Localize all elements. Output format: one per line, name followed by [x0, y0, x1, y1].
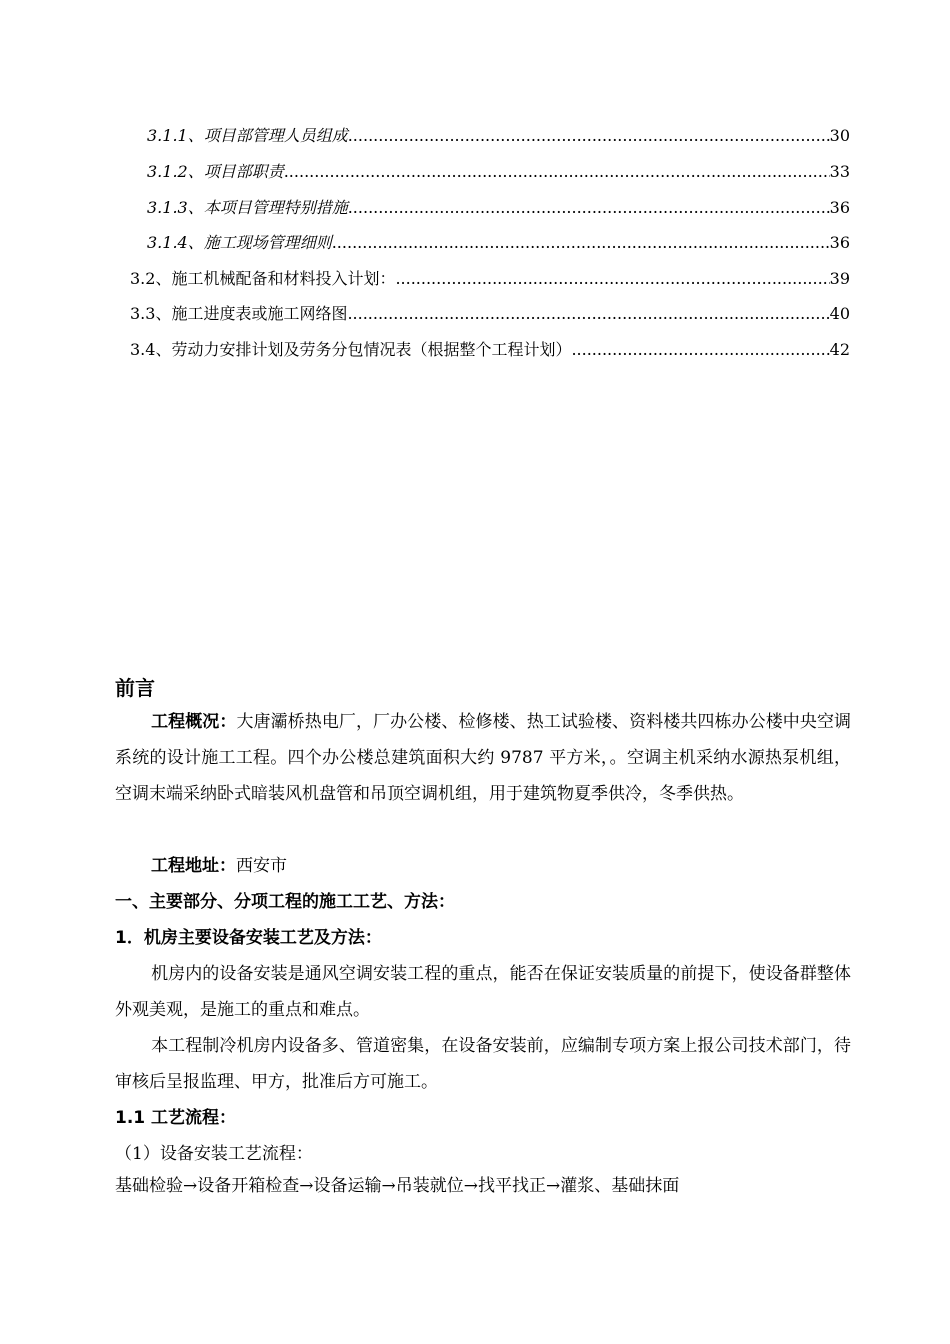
toc-leader-dots: [347, 302, 829, 326]
section-heading: 一、主要部分、分项工程的施工工艺、方法：: [115, 892, 455, 912]
toc-entry-page: 36: [829, 233, 850, 252]
toc-entry-page: 30: [829, 126, 850, 145]
address-line: [115, 848, 287, 884]
toc-leader-dots: [348, 196, 830, 220]
toc-entry-label: 3.1.1、项目部管理人员组成: [147, 126, 348, 145]
toc-entry-page: 36: [829, 198, 850, 217]
overview-text: 大唐灞桥热电厂，厂办公楼、检修楼、热工试验楼、资料楼共四栋办公楼中央空调系统的设计施工工程。四个办公楼总建筑面积大约 9787 平方米，。空调主机采纳水源热泵机组，空调末端采纳卧式暗装风机盘管和吊顶空调机组，用于建筑物夏季供冷，冬季供热。: [115, 712, 852, 804]
overview-label: 工程概况：: [151, 712, 237, 732]
body-paragraph: [115, 1028, 851, 1100]
body-paragraph: [115, 956, 851, 1028]
toc-entry[interactable]: [130, 338, 850, 362]
toc-entry-page: 42: [829, 340, 850, 359]
address-label: 工程地址：: [151, 856, 236, 876]
preface-title: 前言: [115, 676, 155, 700]
toc-entry[interactable]: [147, 196, 850, 220]
toc-leader-dots: [284, 160, 830, 184]
toc-entry-label: 3.1.2、项目部职责: [147, 162, 284, 181]
toc-entry[interactable]: [147, 160, 850, 184]
toc-entry[interactable]: [130, 267, 850, 291]
toc-entry-page: 40: [829, 304, 850, 323]
toc-leader-dots: [332, 231, 830, 255]
flow-steps: 基础检验→设备开箱检查→设备运输→吊装就位→找平找正→灌浆、基础抹面: [115, 1176, 680, 1196]
flow-heading: 1.1 工艺流程：: [115, 1108, 237, 1128]
subsection-heading: 1．机房主要设备安装工艺及方法：: [115, 928, 382, 948]
toc-entry-label: 3.3、施工进度表或施工网络图: [130, 304, 348, 323]
address-text: 西安市: [236, 856, 287, 876]
toc-entry[interactable]: [130, 302, 850, 326]
body-paragraph-text: 本工程制冷机房内设备多、管道密集，在设备安装前，应编制专项方案上报公司技术部门，待审核后呈报监理、甲方，批准后方可施工。: [115, 1036, 851, 1092]
overview-paragraph: [115, 704, 851, 812]
body-paragraph-text: 机房内的设备安装是通风空调安装工程的重点，能否在保证安装质量的前提下，使设备群整体外观美观，是施工的重点和难点。: [115, 964, 851, 1020]
toc-entry-label: 3.4、劳动力安排计划及劳务分包情况表（根据整个工程计划）: [130, 340, 572, 359]
toc-leader-dots: [571, 338, 829, 362]
flow-item: （1）设备安装工艺流程：: [115, 1144, 313, 1164]
toc-entry[interactable]: [147, 231, 850, 255]
toc-entry-label: 3.1.3、本项目管理特别措施: [147, 198, 348, 217]
toc-entry[interactable]: [147, 124, 850, 148]
toc-entry-label: 3.1.4、施工现场管理细则: [147, 233, 332, 252]
toc-leader-dots: [348, 124, 830, 148]
toc-entry-page: 33: [829, 162, 850, 181]
toc-entry-label: 3.2、施工机械配备和材料投入计划：: [130, 269, 396, 288]
toc-leader-dots: [395, 267, 829, 291]
toc-entry-page: 39: [829, 269, 850, 288]
